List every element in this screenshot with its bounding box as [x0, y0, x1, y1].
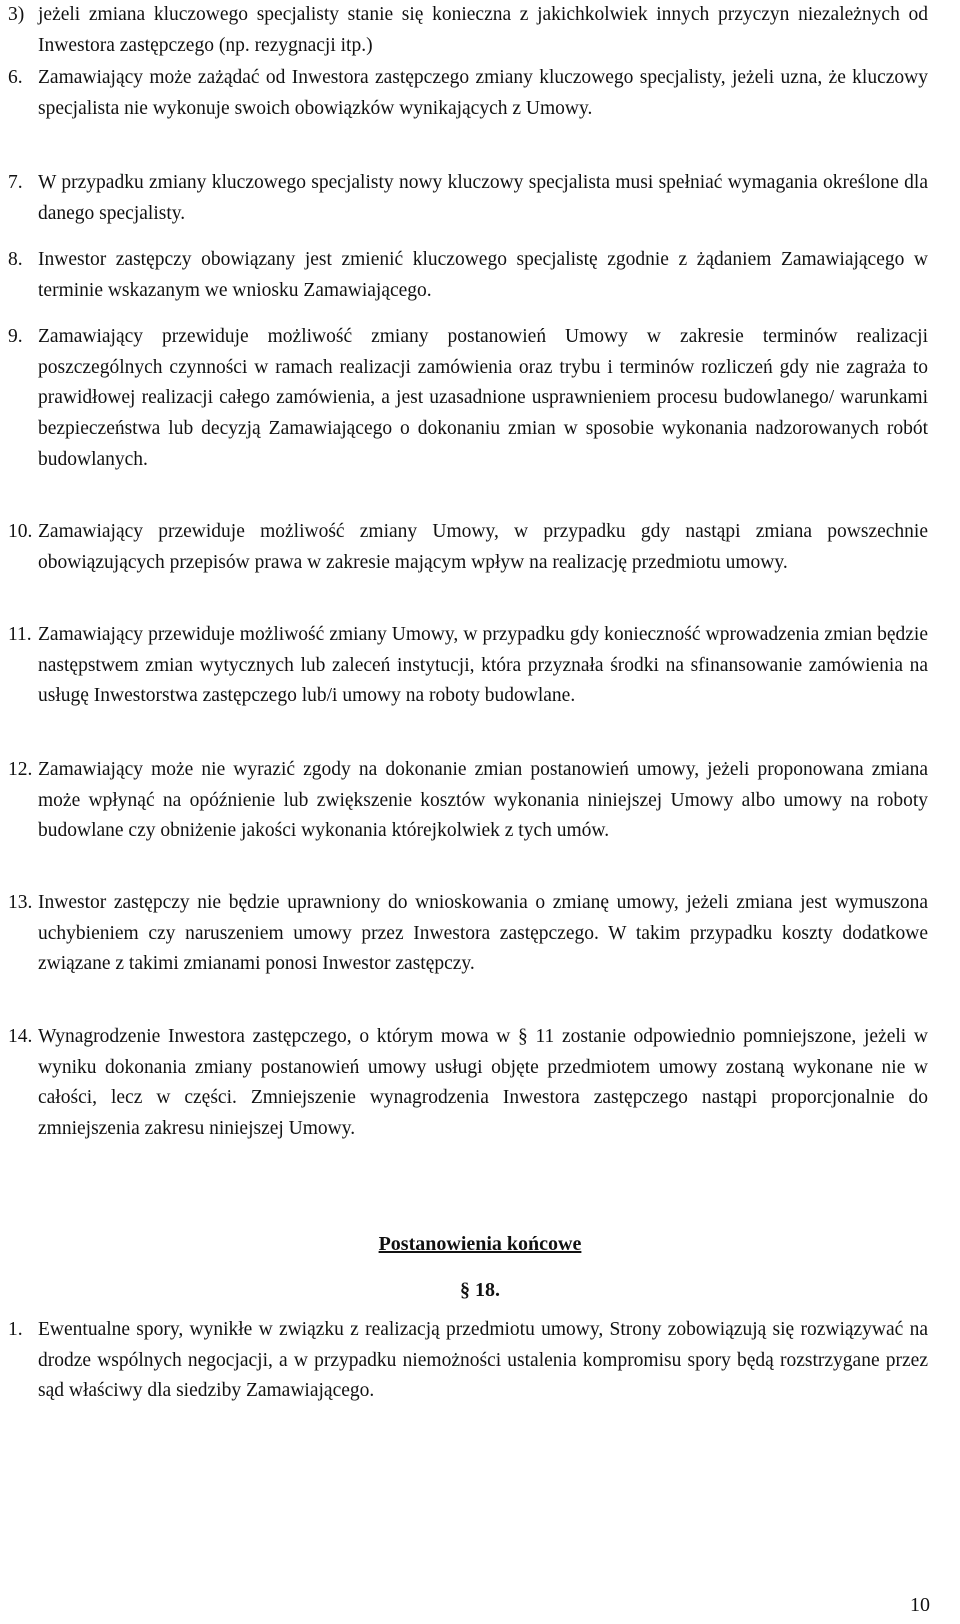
- item-text: Zamawiający może nie wyrazić zgody na dokonanie zmian postanowień umowy, jeżeli proponowana zmiana może wpłynąć na opóźnienie lub zwiększenie kosztów wykonania niniejszej Umowy albo umowy na roboty budowlane czy obniżenie jakości wykonania którejkolwiek z tych umów.: [38, 759, 928, 842]
- list-item: [8, 1315, 928, 1407]
- item-number: 9.: [8, 326, 23, 347]
- list-item: [8, 620, 928, 712]
- item-text: W przypadku zmiany kluczowego specjalisty nowy kluczowy specjalista musi spełniać wymagania określone dla danego specjalisty.: [38, 172, 928, 224]
- item-text: jeżeli zmiana kluczowego specjalisty stanie się konieczna z jakichkolwiek innych przyczyn niezależnych od Inwestora zastępczego (np. rezygnacji itp.): [38, 4, 928, 56]
- item-number: 3): [8, 4, 25, 25]
- item-text: Zamawiający przewiduje możliwość zmiany postanowień Umowy w zakresie terminów realizacji poszczególnych czynności w ramach realizacji zamówienia oraz trybu i terminów rozliczeń gdy nie zagraża to prawidłowej realizacji całego zamówienia, a jest uzasadnione usprawnieniem procesu budowlanego/ warunkami bezpieczeństwa lub decyzją Zamawiającego o dokonaniu zmian w sposobie wykonania nadzorowanych robót budowlanych.: [38, 326, 928, 470]
- item-text: Inwestor zastępczy nie będzie uprawniony do wnioskowania o zmianę umowy, jeżeli zmiana jest wymuszona uchybieniem czy naruszeniem umowy przez Inwestora zastępczego. W takim przypadku koszty dodatkowe związane z takimi zmianami ponosi Inwestor zastępczy.: [38, 892, 928, 975]
- item-number: 7.: [8, 172, 23, 193]
- list-item: [8, 168, 928, 229]
- item-number: 1.: [8, 1319, 23, 1340]
- section-number: § 18.: [460, 1279, 500, 1301]
- page-number: 10: [910, 1594, 930, 1616]
- list-item: [8, 245, 928, 306]
- item-number: 13.: [8, 892, 33, 913]
- section-title: Postanowienia końcowe: [378, 1233, 582, 1255]
- item-text: Inwestor zastępczy obowiązany jest zmienić kluczowego specjalistę zgodnie z żądaniem Zamawiającego w terminie wskazanym we wniosku Zamawiającego.: [38, 249, 928, 301]
- list-item: [8, 517, 928, 578]
- item-text: Zamawiający może zażądać od Inwestora zastępczego zmiany kluczowego specjalisty, jeżeli uzna, że kluczowy specjalista nie wykonuje swoich obowiązków wynikających z Umowy.: [38, 67, 928, 119]
- list-item: [8, 0, 928, 61]
- list-item: [8, 755, 928, 847]
- item-text: Ewentualne spory, wynikłe w związku z realizacją przedmiotu umowy, Strony zobowiązują się rozwiązywać na drodze wspólnych negocjacji, a w przypadku niemożności ustalenia kompromisu spory będą rozstrzygane przez sąd właściwy dla siedziby Zamawiającego.: [38, 1319, 928, 1402]
- item-number: 12.: [8, 759, 33, 780]
- list-item: [8, 888, 928, 980]
- list-item: [8, 322, 928, 476]
- item-number: 11.: [8, 624, 32, 645]
- item-text: Zamawiający przewiduje możliwość zmiany Umowy, w przypadku gdy konieczność wprowadzenia zmian będzie następstwem zmian wytycznych lub zaleceń instytucji, która przyznała środki na sfinansowanie zamówienia na usługę Inwestorstwa zastępczego lub/i umowy na roboty budowlane.: [38, 624, 928, 707]
- item-number: 14.: [8, 1026, 33, 1047]
- item-text: Wynagrodzenie Inwestora zastępczego, o którym mowa w § 11 zostanie odpowiednio pomniejszone, jeżeli w wyniku dokonania zmiany postanowień umowy usługi objęte przedmiotem umowy zostaną wykonane nie w całości, lecz w części. Zmniejszenie wynagrodzenia Inwestora zastępczego nastąpi proporcjonalnie do zmniejszenia zakresu niniejszej Umowy.: [38, 1026, 928, 1140]
- item-number: 8.: [8, 249, 23, 270]
- item-text: Zamawiający przewiduje możliwość zmiany Umowy, w przypadku gdy nastąpi zmiana powszechnie obowiązujących przepisów prawa w zakresie mającym wpływ na realizację przedmiotu umowy.: [38, 521, 928, 573]
- item-number: 6.: [8, 67, 23, 88]
- list-item: [8, 63, 928, 124]
- item-number: 10.: [8, 521, 33, 542]
- list-item: [8, 1022, 928, 1145]
